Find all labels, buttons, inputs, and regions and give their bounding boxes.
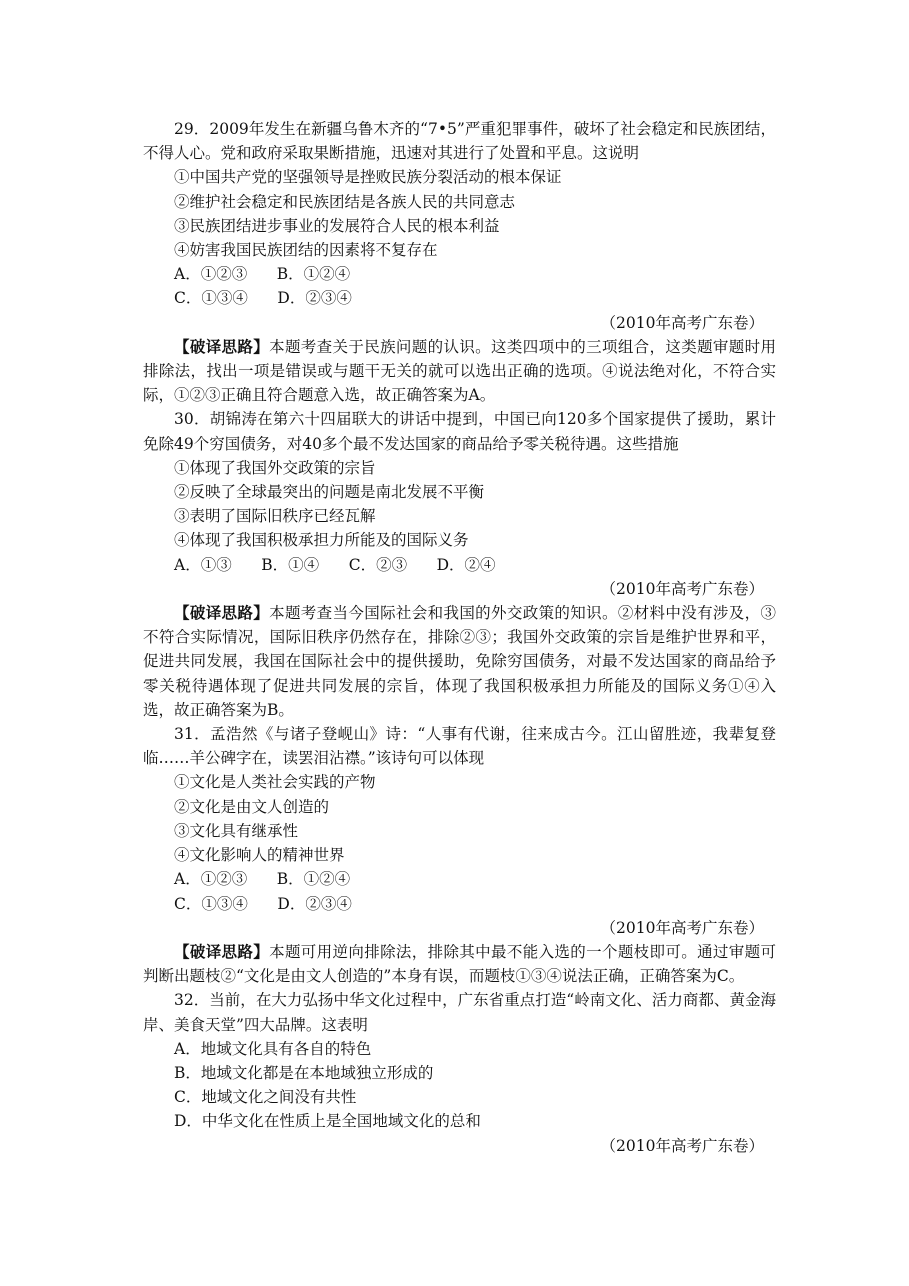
question-31-item-3: ③文化具有继承性 — [174, 821, 299, 840]
question-29-choices-row-2: C．①③④ D．②③④ — [174, 289, 352, 308]
question-29-choices-row-1: A．①②③ B．①②④ — [174, 265, 351, 284]
question-31-choices-row-2: C．①③④ D．②③④ — [174, 894, 352, 913]
question-32-stem: 32．当前，在大力弘扬中华文化过程中，广东省重点打造“岭南文化、活力商都、黄金海岸、美食天堂”四大品牌。这表明 — [143, 991, 776, 1034]
question-30-analysis — [143, 601, 776, 722]
question-29-source: （2010年高考广东卷） — [600, 313, 764, 332]
question-29-item-1: ①中国共产党的坚强领导是挫败民族分裂活动的根本保证 — [174, 168, 562, 187]
analysis-label: 【破译思路】 — [174, 336, 270, 356]
question-32-option-d: D．中华文化在性质上是全国地域文化的总和 — [174, 1112, 481, 1131]
question-30-item-3: ③表明了国际旧秩序已经瓦解 — [174, 507, 376, 526]
question-30-item-4: ④体现了我国积极承担力所能及的国际义务 — [174, 531, 469, 550]
document-page — [143, 117, 776, 1158]
question-29-analysis — [143, 335, 776, 408]
question-29-item-3: ③民族团结进步事业的发展符合人民的根本利益 — [174, 216, 500, 235]
analysis-text: 本题可用逆向排除法，排除其中最不能入选的一个题枝即可。通过审题可判断出题枝②“文化是由文人创造的”本身有误，而题枝①③④说法正确，正确答案为C。 — [143, 942, 776, 986]
question-31-item-4: ④文化影响人的精神世界 — [174, 846, 345, 865]
question-29-stem: 29．2009年发生在新疆乌鲁木齐的“7•5”严重犯罪事件，破坏了社会稳定和民族团结，不得人心。党和政府采取果断措施，迅速对其进行了处置和平息。这说明 — [143, 120, 776, 163]
question-31-item-1: ①文化是人类社会实践的产物 — [174, 773, 376, 792]
analysis-label: 【破译思路】 — [174, 603, 270, 623]
question-30-choices-row-1: A．①③ B．①④ C．②③ D．②④ — [174, 555, 496, 574]
question-32-option-a: A．地域文化具有各自的特色 — [174, 1039, 372, 1058]
question-30-stem: 30．胡锦涛在第六十四届联大的讲话中提到，中国已向120多个国家提供了援助，累计免除49个穷国债务，对40多个最不发达国家的商品给予零关税待遇。这些措施 — [143, 410, 776, 453]
question-31-choices-row-1: A．①②③ B．①②④ — [174, 870, 351, 889]
question-29-item-2: ②维护社会稳定和民族团结是各族人民的共同意志 — [174, 192, 516, 211]
question-32-option-c: C．地域文化之间没有共性 — [174, 1088, 357, 1107]
analysis-label: 【破译思路】 — [174, 941, 270, 961]
question-32-source: （2010年高考广东卷） — [600, 1136, 764, 1155]
question-31-analysis — [143, 940, 776, 988]
question-31-item-2: ②文化是由文人创造的 — [174, 797, 330, 816]
question-32-option-b: B．地域文化都是在本地域独立形成的 — [174, 1063, 434, 1082]
analysis-text: 本题考查当今国际社会和我国的外交政策的知识。②材料中没有涉及，③不符合实际情况，国际旧秩序仍然存在，排除②③；我国外交政策的宗旨是维护世界和平，促进共同发展，我国在国际社会中的提供援助，免除穷国债务，对最不发达国家的商品给予零关税待遇体现了促进共同发展的宗旨，体现了我国积极承担力所能及的国际义务①④入选，故正确答案为B。 — [143, 604, 776, 719]
analysis-text: 本题考查关于民族问题的认识。这类四项中的三项组合，这类题审题时用排除法，找出一项是错误或与题干无关的就可以选出正确的选项。④说法绝对化，不符合实际，①②③正确且符合题意入选，故正确答案为A。 — [143, 337, 776, 405]
question-30-item-1: ①体现了我国外交政策的宗旨 — [174, 458, 376, 477]
question-31-source: （2010年高考广东卷） — [600, 918, 764, 937]
question-30-item-2: ②反映了全球最突出的问题是南北发展不平衡 — [174, 483, 485, 502]
question-29-item-4: ④妨害我国民族团结的因素将不复存在 — [174, 241, 438, 260]
question-30-source: （2010年高考广东卷） — [600, 579, 764, 598]
question-31-stem: 31．孟浩然《与诸子登岘山》诗：“人事有代谢，往来成古今。江山留胜迹，我辈复登临……羊公碑字在，读罢泪沾襟。”该诗句可以体现 — [143, 725, 776, 768]
